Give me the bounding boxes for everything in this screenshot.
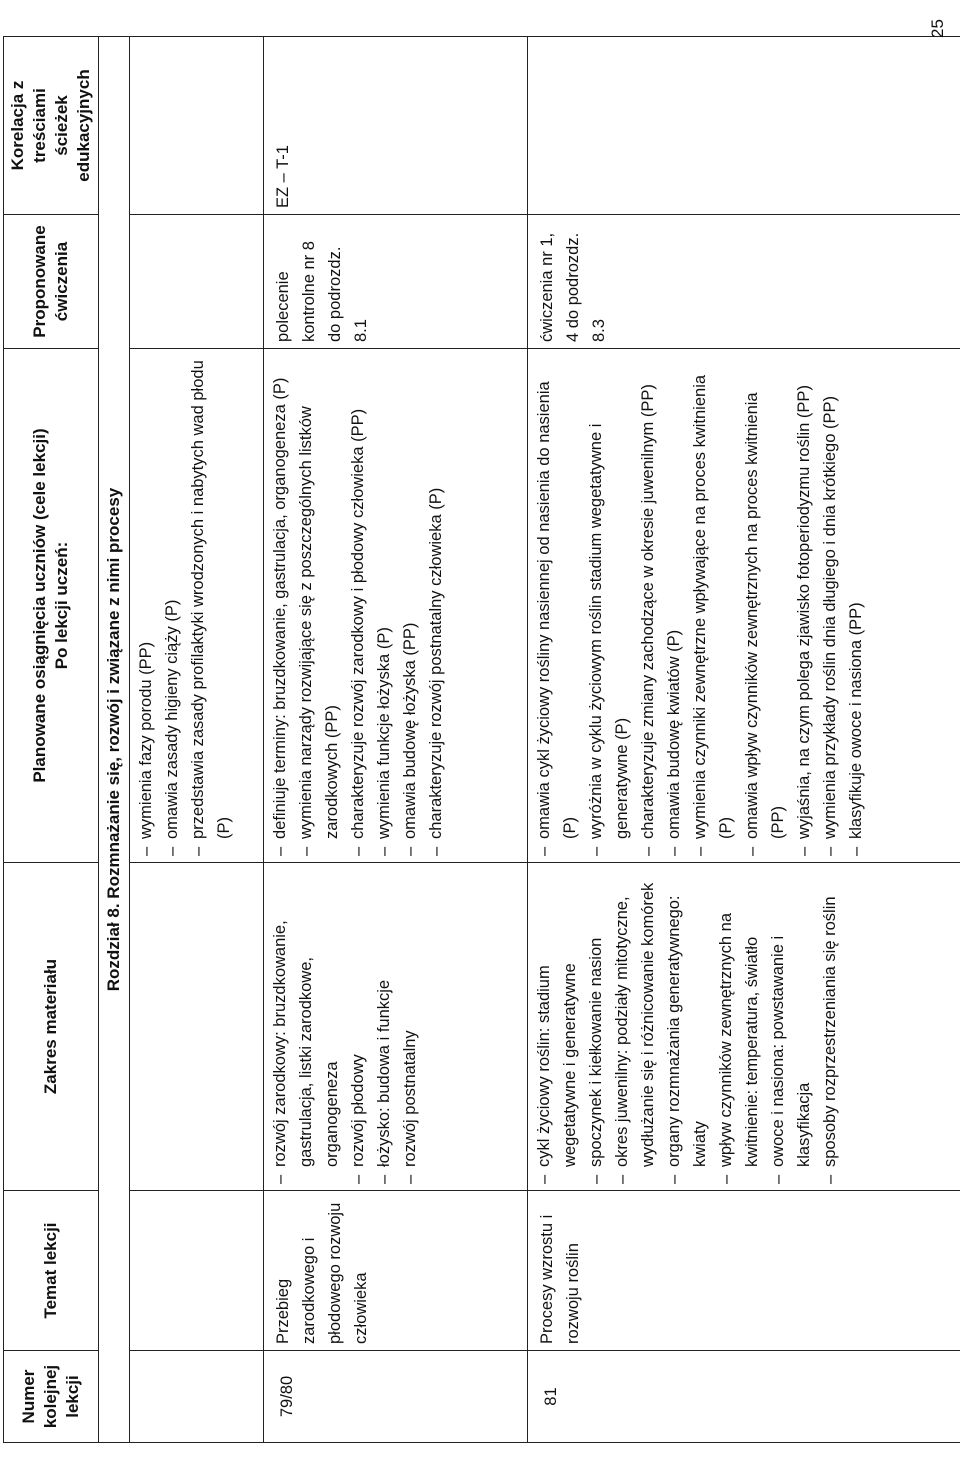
lesson-number: 81 [528, 1351, 960, 1443]
list-item: – rozwój postnatalny [397, 869, 423, 1184]
lesson-row [528, 37, 960, 1443]
cell-empty [130, 863, 264, 1191]
list-item: – rozwój zarodkowy: bruzdkowanie, gastrulacja, listki zarodkowe, organogeneza [267, 869, 345, 1184]
header-row [4, 37, 99, 1443]
header-text: Po lekcji uczeń: [52, 541, 71, 670]
list-item: – omawia zasady higieny ciąży (P) [159, 355, 185, 856]
cell-goals [130, 349, 264, 863]
lesson-exercises: ćwiczenia nr 1, 4 do podrozdz. 8.3 [528, 215, 960, 349]
continuation-row [130, 37, 264, 1443]
header-exercises [4, 215, 99, 349]
header-text: lekcji [63, 1375, 82, 1418]
list-item: – omawia cykl życiowy rośliny nasiennej od nasienia do nasienia (P) [531, 355, 583, 856]
header-text: ścieżek edukacyjnych [52, 69, 93, 182]
goals-list [267, 355, 449, 856]
header-text: Korelacja z treściami [8, 80, 49, 171]
list-item: – wyjaśnia, na czym polega zjawisko fotoperiodyzmu roślin (PP) [791, 355, 817, 856]
list-item: – spoczynek i kiełkowanie nasion [583, 869, 609, 1184]
header-topic: Temat lekcji [4, 1191, 99, 1351]
list-item: – cykl życiowy roślin: stadium wegetatywne i generatywne [531, 869, 583, 1184]
lesson-row [264, 37, 528, 1443]
list-item: – organy rozmnażania generatywnego: kwiaty [661, 869, 713, 1184]
list-item: – klasyfikuje owoce i nasiona (PP) [843, 355, 869, 856]
list-item: – wymienia narządy rozwijające się z poszczególnych listków zarodkowych (PP) [293, 355, 345, 856]
list-item: – przedstawia zasady profilaktyki wrodzonych i nabytych wad płodu (P) [185, 355, 237, 856]
lesson-number: 79/80 [264, 1351, 528, 1443]
chapter-title: Rozdział 8. Rozmnażanie się, rozwój i związane z nimi procesy [99, 37, 130, 1443]
list-item: – owoce i nasiona: powstawanie i klasyfikacja [765, 869, 817, 1184]
list-item: – łożysko: budowa i funkcje [371, 869, 397, 1184]
cell-empty [130, 1191, 264, 1351]
page-number: 25 [928, 19, 947, 38]
list-item: – sposoby rozprzestrzeniania się roślin [817, 869, 843, 1184]
cell-goals [528, 349, 960, 863]
list-item: – wymienia przykłady roślin dnia długiego i dnia krótkiego (PP) [817, 355, 843, 856]
header-text: Numer [19, 1369, 38, 1424]
header-lesson-number [4, 1351, 99, 1443]
list-item: – omawia wpływ czynników zewnętrznych na proces kwitnienia (PP) [739, 355, 791, 856]
goals-list [133, 355, 237, 856]
header-text: kolejnej [41, 1364, 60, 1429]
list-item: – wyróżnia w cyklu życiowym roślin stadium wegetatywne i generatywne (P) [583, 355, 635, 856]
list-item: – wymienia fazy porodu (PP) [133, 355, 159, 856]
scope-list [267, 869, 423, 1184]
header-text: Planowane osiągnięcia uczniów (cele lekcji) [30, 428, 49, 783]
lesson-correlation: EZ – T-1 [264, 37, 528, 215]
header-goals [4, 349, 99, 863]
list-item: – definiuje terminy: bruzdkowanie, gastrulacja, organogeneza (P) [267, 355, 293, 856]
cell-scope [264, 863, 528, 1191]
list-item: – wymienia funkcje łożyska (P) [371, 355, 397, 856]
lesson-correlation [528, 37, 960, 215]
lesson-topic: Procesy wzrostu i rozwoju roślin [528, 1191, 960, 1351]
header-correlation [4, 37, 99, 215]
cell-empty [130, 37, 264, 215]
lesson-topic: Przebieg zarodkowego i płodowego rozwoju człowieka [264, 1191, 528, 1351]
list-item: – rozwój płodowy [345, 869, 371, 1184]
cell-empty [130, 1351, 264, 1443]
list-item: – charakteryzuje rozwój zarodkowy i płodowy człowieka (PP) [345, 355, 371, 856]
list-item: – okres juwenilny: podziały mitotyczne, wydłużanie się i różnicowanie komórek [609, 869, 661, 1184]
list-item: – omawia budowę kwiatów (P) [661, 355, 687, 856]
cell-empty [130, 215, 264, 349]
header-text: Proponowane [30, 225, 49, 338]
header-text: ćwiczenia [52, 241, 71, 322]
list-item: – wymienia czynniki zewnętrzne wpływające na proces kwitnienia (P) [687, 355, 739, 856]
chapter-row [99, 37, 130, 1443]
scope-list [531, 869, 843, 1184]
cell-scope [528, 863, 960, 1191]
goals-list [531, 355, 869, 856]
cell-goals [264, 349, 528, 863]
lesson-plan-table [3, 36, 960, 1443]
list-item: – omawia budowę łożyska (PP) [397, 355, 423, 856]
list-item: – charakteryzuje rozwój postnatalny człowieka (P) [423, 355, 449, 856]
list-item: – charakteryzuje zmiany zachodzące w okresie juwenilnym (PP) [635, 355, 661, 856]
header-scope: Zakres materiału [4, 863, 99, 1191]
list-item: – wpływ czynników zewnętrznych na kwitnienie: temperatura, światło [713, 869, 765, 1184]
lesson-exercises: polecenie kontrolne nr 8 do podrozdz. 8.1 [264, 215, 528, 349]
